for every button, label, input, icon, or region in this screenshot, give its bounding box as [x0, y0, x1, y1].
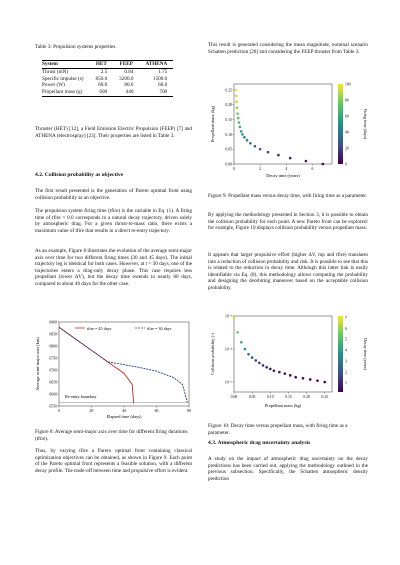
table-cell: 60.0	[98, 82, 108, 89]
scatter-point	[289, 157, 292, 160]
table-header: System	[42, 61, 90, 69]
table-cell: 3200.0	[119, 75, 134, 82]
scatter-point	[249, 142, 252, 145]
colorbar-tick-label: 40	[345, 130, 349, 135]
y-tick-label: 0.10	[225, 132, 232, 137]
table-cell: 0.84	[124, 68, 134, 75]
figure-10-caption: Figure 10: Decay time versus propellant mass, with firing time as a parameter.	[208, 423, 348, 436]
body-paragraph: A study on the impact of atmospheric drag uncertainty on the decay predictions has been carried out, applying the methodology outlined in the previous subsection. Specifically, the Schatten atmospheric density prediction	[208, 456, 368, 482]
x-tick-label: 20	[89, 409, 94, 413]
figure-8-chart	[35, 318, 195, 420]
scatter-point	[236, 106, 239, 109]
colorbar-tick-label: 6	[345, 326, 347, 331]
scatter-point	[239, 126, 242, 129]
y-axis-label: Collision probability (-)	[210, 333, 215, 375]
x-tick-label: 60	[154, 409, 159, 413]
table-cell: 60.0	[158, 82, 168, 89]
y-tick-label: 0.00	[225, 162, 232, 167]
y-tick-label: 0.25	[225, 88, 232, 93]
body-paragraph: It appears that larger propulsive effort (higher ΔV, mp and tfire) translates into a reduction of collision probability and risk. It is possible to see that this is related to the reduction in decay time. Although this latter link is easily identifiable via Eq. (8), this methodology allows computing the probability and designing the deorbiting maneuver based on the acceptable collision probability.	[208, 252, 368, 291]
table-cell: 1.75	[158, 68, 168, 75]
colorbar-tick-label: 80	[345, 98, 349, 103]
scatter-point	[243, 136, 246, 139]
table-header: FEEP	[113, 61, 139, 69]
y-tick-label: 6600	[49, 392, 57, 397]
colorbar-tick-label: 0	[345, 162, 347, 167]
body-paragraph: This result is generated considering the mean magnitude, nominal scenario Schatten prediction [20] and considering the FEEP thruster from Table 3.	[208, 42, 368, 55]
scatter-point	[322, 163, 325, 166]
scatter-point	[267, 151, 270, 154]
figure-10-chart	[208, 312, 368, 412]
colorbar-label: Firing time (days)	[363, 108, 368, 140]
y-tick-label: 6650	[49, 380, 57, 385]
scatter-point	[278, 371, 281, 374]
colorbar-tick-label: 20	[345, 146, 349, 151]
section-heading-4-3: 4.3. Atmospheric drag uncertainty analysis	[208, 440, 311, 446]
propulsion-properties-table	[42, 60, 173, 97]
y-tick-label: 6750	[49, 356, 57, 361]
reentry-boundary-label: Re-entry boundary	[65, 394, 97, 399]
y-tick-label: 0.05	[225, 147, 232, 152]
table-row	[42, 89, 173, 96]
table-cell: 1500.0	[152, 75, 168, 82]
scatter-point	[294, 376, 297, 379]
x-tick-label: 0.15	[285, 395, 292, 399]
scatter-point	[246, 139, 249, 142]
x-tick-label: 0.25	[321, 395, 329, 399]
x-tick-label: 0.10	[266, 395, 274, 399]
scatter-point	[240, 341, 243, 344]
body-paragraph: The propulsion system firing time (tfire) is the variable in Eq. (1). A firing time of tfire = 0.0 corresponds to a natural decay trajectory, driven solely by atmospheric drag. For a given thrust-to-mass ratio, there exists a maximum value of tfire that results in a direct re-entry trajectory.	[35, 208, 192, 234]
x-axis-label: Elapsed time (days)	[106, 414, 142, 419]
y-tick-label: 10⁻³	[225, 314, 232, 319]
x-tick-label: 4	[285, 167, 288, 171]
scatter-point	[302, 377, 305, 380]
scatter-point	[236, 331, 239, 334]
legend	[75, 326, 172, 331]
colorbar-tick-label: 4	[345, 348, 347, 353]
series-line-1	[59, 327, 187, 402]
y-axis-label: Propellant mass (kg)	[210, 105, 215, 143]
scatter-point	[244, 348, 247, 351]
scatter-point	[277, 154, 280, 157]
colorbar	[338, 84, 343, 164]
body-paragraph: By applying the methodology presented in Section 3, it is possible to obtain the collision probability for each point. A new Pareto front can be explored: for example, Figure 10 displays collision probability versus propellant mass.	[208, 212, 368, 232]
table-row	[42, 68, 173, 75]
scatter-point	[284, 372, 287, 375]
x-tick-label: 0.05	[248, 395, 256, 399]
colorbar-tick-label: 2	[345, 370, 347, 375]
table-cell: Thrust (mN)	[42, 68, 69, 75]
colorbar-label: Decay time (years)	[363, 338, 368, 370]
table-header: HET	[90, 61, 114, 69]
series-line-0	[59, 327, 134, 403]
x-tick-label: 2	[259, 167, 262, 171]
x-tick-label: 40	[122, 409, 126, 413]
figure-8-caption: Figure 8: Average semi-major axis over time for different firing durations (tfire).	[35, 429, 188, 442]
table-cell: Propellant mass (g)	[42, 89, 90, 96]
colorbar-tick-label: 1	[345, 381, 347, 386]
table-cell: 700	[139, 89, 173, 96]
section-heading-4-2: 4.2. Collision probability as objective	[35, 172, 124, 178]
colorbar-tick-label: 3	[345, 359, 347, 364]
x-tick-label: 0.20	[303, 395, 310, 399]
scatter-point	[236, 112, 239, 115]
colorbar-tick-label: 60	[345, 114, 349, 119]
x-tick-label: 0.00	[230, 395, 238, 399]
table-cell: 850.0	[95, 75, 108, 82]
table-cell: 2.5	[100, 68, 108, 75]
x-axis-label: Propellant mass (kg)	[264, 403, 302, 408]
table-cell: Power (W)	[42, 82, 65, 89]
scatter-point	[269, 368, 272, 371]
scatter-point	[241, 133, 244, 136]
x-tick-label: 6	[311, 167, 314, 171]
scatter-point	[233, 316, 236, 319]
table-cell: 80.0	[124, 82, 134, 89]
scatter-point	[265, 366, 268, 369]
body-paragraph: Thus, by varying tfire a Pareto optimal front containing classical optimization objectives can be obtained, as shown in Figure 9. Each point of the Pareto optimal front represents a feasible solution, with a different decay profile. The trade-off between time and propulsive effort is evident.	[35, 448, 192, 474]
plot-frame	[234, 84, 332, 164]
table-cell: Specific impulse (s)	[42, 75, 84, 82]
scatter-point	[247, 353, 250, 356]
y-tick-label: 0.20	[225, 103, 232, 108]
figure-9-chart	[208, 82, 368, 182]
y-tick-label: 0.15	[225, 117, 232, 122]
scatter-point	[262, 364, 265, 367]
y-tick-label: 6700	[49, 368, 57, 373]
table-cell: 600	[90, 89, 114, 96]
scatter-point	[273, 369, 276, 372]
colorbar-tick-label: 5	[345, 337, 347, 342]
scatter-point	[235, 100, 238, 103]
table-header-row	[42, 61, 173, 69]
scatter-point	[305, 160, 308, 163]
y-tick-label: 10⁻⁴	[224, 347, 232, 352]
y-tick-label: 6900	[49, 320, 57, 325]
legend-label-45: tfire = 45 days	[87, 326, 112, 331]
y-tick-label: 10⁻⁵	[224, 380, 232, 385]
table-header: ATHENA	[139, 61, 173, 69]
scatter-point	[259, 148, 262, 151]
x-axis-label: Decay time (years)	[266, 173, 300, 178]
scatter-point	[237, 117, 240, 120]
scatter-point	[323, 381, 326, 384]
y-tick-label: 6800	[49, 344, 57, 349]
scatter-point	[240, 130, 243, 133]
scatter-point	[251, 356, 254, 359]
scatter-point	[235, 89, 238, 92]
body-paragraph: As an example, Figure 8 illustrates the evolution of the average semi-major axis over time for two different firing times (30 and 45 days). The initial trajectory leg is identical for both cases. However, at t = 30 days, one of the trajectories enters a drag-only decay phase. This case requires less propellant (lower ΔV), but the decay time extends to nearly 80 days, compared to about 46 days for the other case.	[35, 248, 192, 287]
scatter-point	[254, 359, 257, 362]
scatter-point	[316, 379, 319, 382]
scatter-point	[235, 95, 238, 98]
x-tick-label: 0	[233, 167, 235, 171]
scatter-point	[289, 374, 292, 377]
x-tick-label: 0	[58, 409, 60, 413]
colorbar-tick-label: 100	[345, 82, 351, 87]
x-tick-label: 80	[187, 409, 191, 413]
legend-label-30: tfire = 30 days	[147, 326, 172, 331]
scatter-point	[309, 378, 312, 381]
table-cell: 440	[113, 89, 139, 96]
body-paragraph: The first result presented is the generation of Pareto optimal front using collision probability as an objective.	[35, 188, 192, 201]
table3-caption: Table 3: Propulsion systems properties.	[35, 44, 117, 50]
colorbar-tick-label: 7	[345, 316, 347, 321]
scatter-point	[238, 121, 241, 124]
y-tick-label: 6550	[49, 404, 57, 409]
y-tick-label: 6850	[49, 332, 57, 337]
figure-9-caption: Figure 9: Propellant mass versus decay time, with firing time as a parameter.	[208, 193, 368, 200]
scatter-point	[254, 145, 257, 148]
thrusters-paragraph: Thruster (HET) [12], a Field Emission Electric Propulsion (FEEP) [7] and ATHENA (electrospray) [23]. Their properties are listed in Table 3.	[35, 126, 192, 139]
colorbar	[338, 316, 343, 392]
y-axis-label: Average semi-major axis (km)	[35, 337, 40, 391]
scatter-point	[258, 362, 261, 365]
